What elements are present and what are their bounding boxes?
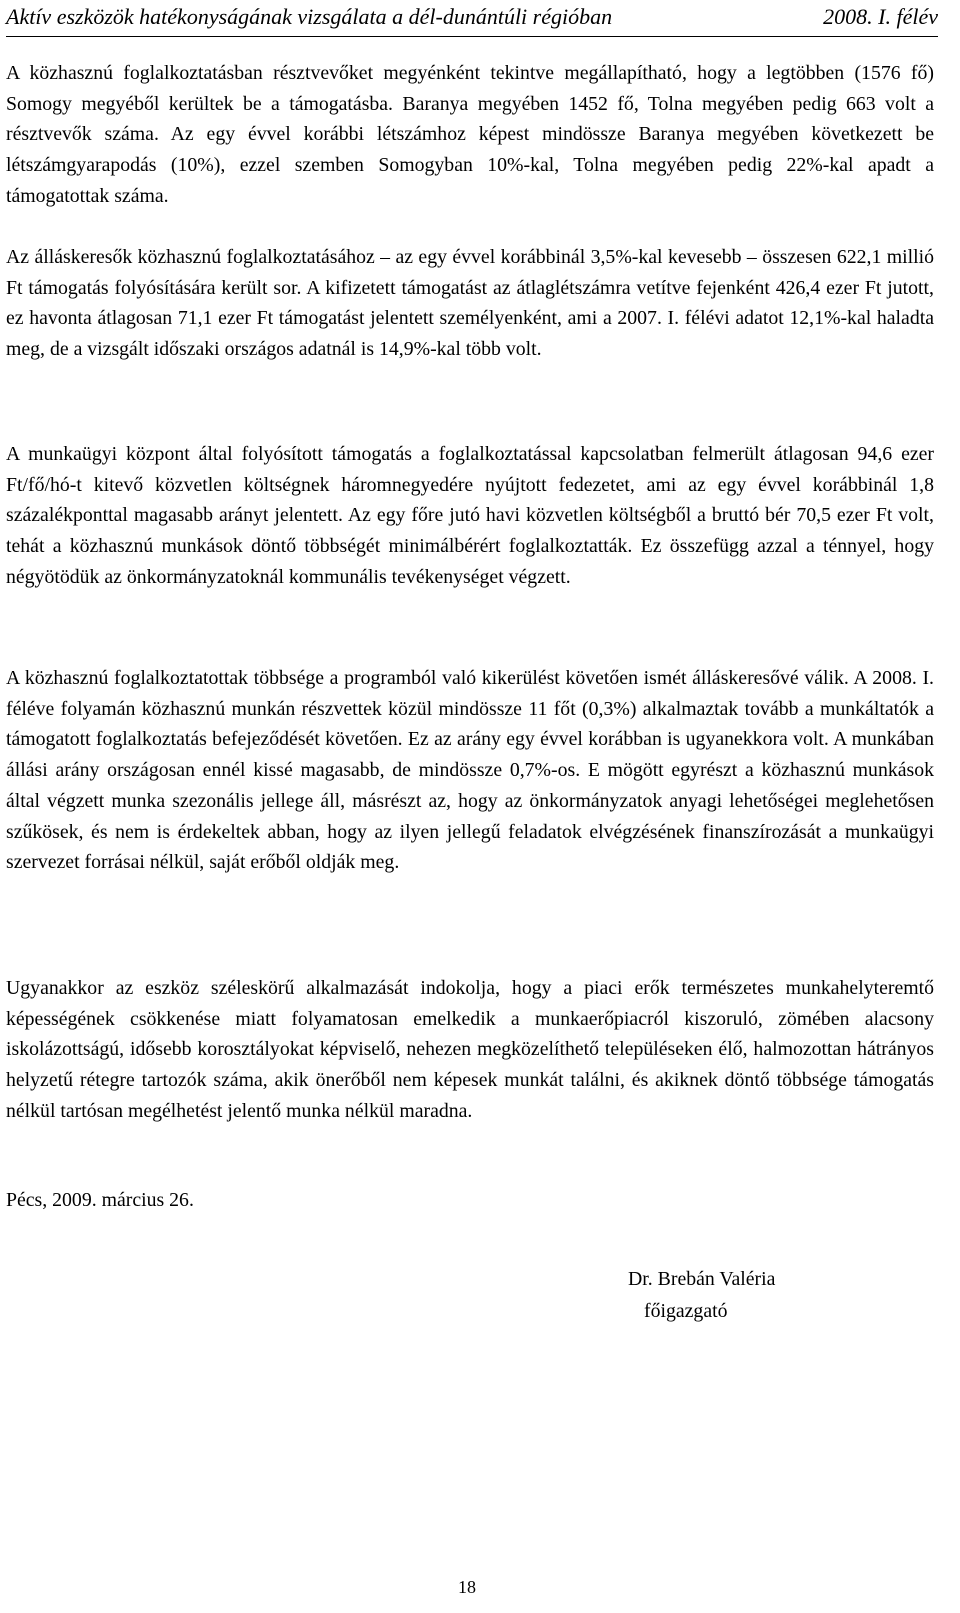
paragraph-support-amount: Az álláskeresők közhasznú foglalkoztatásához – az egy évvel korábbinál 3,5%-kal kevesebb – összesen 622,1 millió Ft támogatás folyósítására került sor. A kifizetett támogatást az átlaglétszámra vetítve fejenként 426,4 ezer Ft jutott, ez havonta átlagosan 71,1 ezer Ft támogatást jelentett személyenként, ami a 2007. I. félévi adatot 12,1%-kal haladta meg, de a vizsgált időszaki országos adatnál is 14,9%-kal több volt.: [6, 246, 934, 361]
paragraph-reemployment: A közhasznú foglalkoztatottak többsége a programból való kikerülést követően ismét álláskeresővé válik. A 2008. I. féléve folyamán közhasznú munkán részvettek közül mindössze 11 főt (0,3%) alkalmaztak tovább a munkáltatók a támogatott foglalkoztatás befejeződését követően. Ez az arány egy évvel korábban is ugyanekkora volt. A munkában állási arány országosan ennél kissé magasabb, de mindössze 0,7%-os. E mögött egyrészt a közhasznú munkások által végzett munka szezonális jellege áll, másrészt az, hogy az önkormányzatok anyagi lehetőségei meglehetősen szűkösek, és nem is érdekeltek abban, hogy az ilyen jellegű feladatok elvégzésének finanszírozását a munkaügyi szervezet forrásai nélkül, saját erőből oldják meg.: [6, 667, 934, 874]
running-header: [6, 0, 938, 37]
header-title: Aktív eszközök hatékonyságának vizsgálata a dél-dunántúli régióban: [6, 4, 613, 29]
paragraph-justification: Ugyanakkor az eszköz széleskörű alkalmazását indokolja, hogy a piaci erők természetes munkahelyteremtő képességének csökkenése miatt folyamatosan emelkedik a munkaerőpiacról kiszoruló, zömében alacsony iskolázottságú, idősebb korosztályokat képviselő, nehezen megközelíthető településeken élő, halmozottan hátrányos helyzetű rétegre tartozók száma, akik önerőből nem képesek munkát találni, és akiknek döntő többsége támogatás nélkül tartósan megélhetést jelentő munka nélkül maradna.: [6, 977, 934, 1122]
paragraph-direct-costs: A munkaügyi központ által folyósított támogatás a foglalkoztatással kapcsolatban felmerült átlagosan 94,6 ezer Ft/fő/hó-t kitevő közvetlen költségnek háromnegyedére nyújtott fedezetet, ami az egy évvel korábbinál 1,8 százalékponttal magasabb arányt jelentett. Az egy főre jutó havi közvetlen költségből a bruttó bér 70,5 ezer Ft volt, tehát a közhasznú munkások döntő többségét minimálbérért foglalkoztatták. Ez összefügg azzal a ténnyel, hogy négyötödük az önkormányzatoknál kommunális tevékenységet végzett.: [6, 443, 934, 588]
place-and-date: Pécs, 2009. március 26.: [6, 1189, 194, 1211]
header-period: 2008. I. félév: [823, 4, 938, 29]
page-number: 18: [458, 1577, 476, 1597]
paragraph-participants-by-county: A közhasznú foglalkoztatásban résztvevőket megyénként tekintve megállapítható, hogy a legtöbben (1576 fő) Somogy megyéből kerültek be a támogatásba. Baranya megyében 1452 fő, Tolna megyében pedig 663 volt a résztvevők száma. Az egy évvel korábbi létszámhoz képest mindössze Baranya megyében következett be létszámgyarapodás (10%), ezzel szemben Somogyban 10%-kal, Tolna megyében pedig 22%-kal apadt a támogatottak száma.: [6, 62, 934, 207]
signatory-title: főigazgató: [644, 1300, 728, 1322]
signatory-name: Dr. Brebán Valéria: [628, 1268, 776, 1290]
